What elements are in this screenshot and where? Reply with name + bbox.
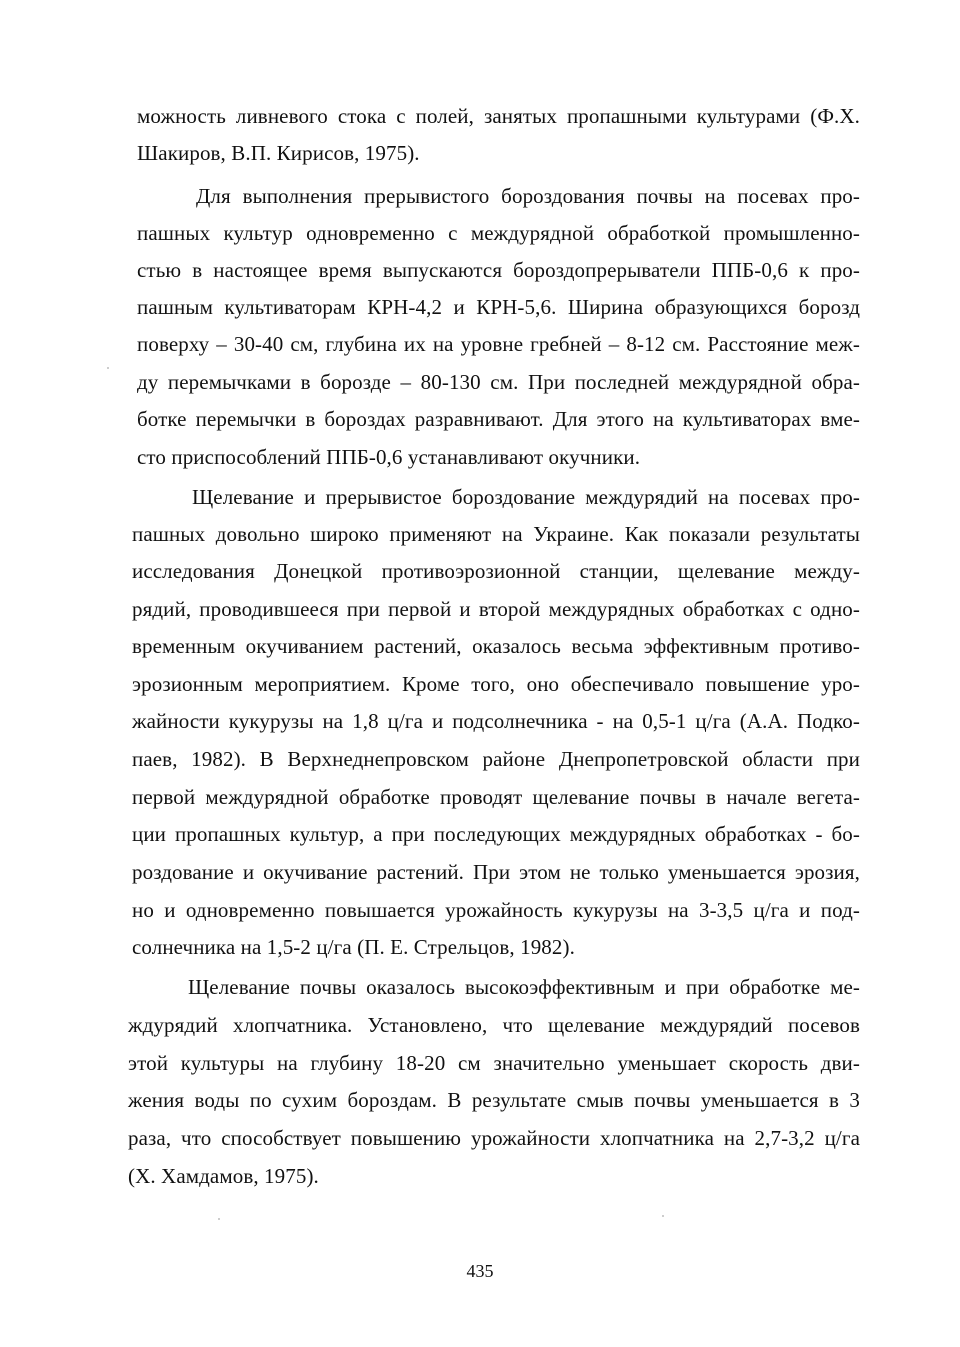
text-line: сто приспособлений ППБ-0,6 устанавливают окучники. (137, 445, 641, 469)
text-line: Шакиров, В.П. Кирисов, 1975). (137, 141, 420, 165)
text-line: первой междурядной обработке проводят щелевание почвы в начале вегета- (132, 785, 860, 809)
text-line: ботке перемычки в бороздах разравнивают. Для этого на культиваторах вме- (137, 407, 860, 431)
text-line: Щелевание и прерывистое бороздование междурядий на посевах про- (192, 485, 860, 509)
text-line: этой культуры на глубину 18-20 см значительно уменьшает скорость дви- (128, 1051, 860, 1075)
scan-speck (218, 1218, 220, 1220)
text-line: солнечника на 1,5-2 ц/га (П. Е. Стрельцов, 1982). (132, 935, 575, 959)
text-line: временным окучиванием растений, оказалось весьма эффективным противо- (132, 634, 860, 658)
text-line: поверху – 30-40 см, глубина их на уровне гребней – 8-12 см. Расстояние меж- (137, 332, 860, 356)
text-line: жайности кукурузы на 1,8 ц/га и подсолнечника - на 0,5-1 ц/га (А.А. Подко- (132, 709, 860, 733)
text-line: стью в настоящее время выпускаются бороздопрерыватели ППБ-0,6 к про- (137, 258, 860, 282)
text-line: эрозионным мероприятием. Кроме того, оно обеспечивало повышение уро- (132, 672, 860, 696)
text-line: рядий, проводившееся при первой и второй междурядных обработках с одно- (132, 597, 860, 621)
scan-speck (662, 1215, 664, 1217)
text-line: можность ливневого стока с полей, занятых пропашными культурами (Ф.Х. (137, 104, 860, 128)
text-line: роздование и окучивание растений. При этом не только уменьшается эрозия, (132, 860, 860, 884)
text-line: раза, что способствует повышению урожайности хлопчатника на 2,7-3,2 ц/га (128, 1126, 860, 1150)
text-line: жения воды по сухим бороздам. В результате смыв почвы уменьшается в 3 (128, 1088, 860, 1112)
text-line: ду перемычками в борозде – 80-130 см. При последней междурядной обра- (137, 370, 860, 394)
text-line: Для выполнения прерывистого бороздования почвы на посевах про- (196, 184, 860, 208)
text-line: ждурядий хлопчатника. Установлено, что щелевание междурядий посевов (128, 1013, 860, 1037)
text-line: пашных довольно широко применяют на Украине. Как показали результаты (132, 522, 860, 546)
text-line: паев, 1982). В Верхнеднепровском районе Днепропетровской области при (132, 747, 860, 771)
text-line: ции пропашных культур, а при последующих междурядных обработках - бо- (132, 822, 860, 846)
scan-speck (107, 367, 109, 369)
text-line: но и одновременно повышается урожайность кукурузы на 3-3,5 ц/га и под- (132, 898, 860, 922)
text-line: исследования Донецкой противоэрозионной станции, щелевание между- (132, 559, 860, 583)
page-number: 435 (466, 1261, 494, 1281)
text-line: пашных культур одновременно с междурядной обработкой промышленно- (137, 221, 860, 245)
text-line: пашным культиваторам КРН-4,2 и КРН-5,6. Ширина образующихся борозд (137, 295, 860, 319)
text-line: Щелевание почвы оказалось высокоэффективным и при обработке ме- (188, 975, 860, 999)
text-line: (Х. Хамдамов, 1975). (128, 1164, 319, 1188)
